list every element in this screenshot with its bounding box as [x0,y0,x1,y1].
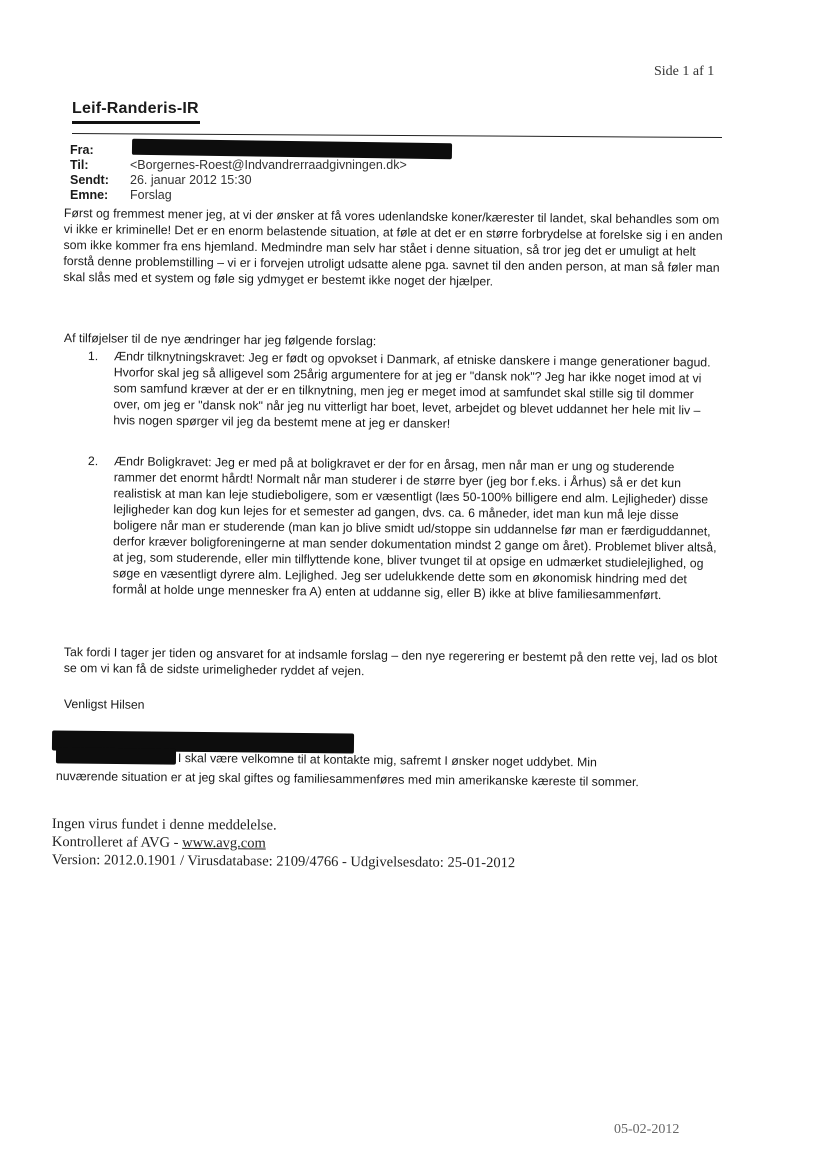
subject-value: Forslag [130,188,172,202]
avg-check-prefix: Kontrolleret af AVG - [51,834,183,851]
version-line: Version: 2012.0.1901 / Virusdatabase: 2109/4766 - Udgivelsesdato: 25-01-2012 [51,852,516,872]
redacted-sender [132,139,452,159]
thanks-paragraph: Tak fordi I tager jer tiden og ansvaret for at indsamle forslag – den nye regerering er bestemt på den rette vej, lad os blot se om vi kan få de sidste urimeligheder ryddet af vejen. [63,644,718,679]
sent-label: Sendt: [70,173,109,187]
from-label: Fra: [70,143,94,157]
avg-check-line [52,833,266,852]
proposal-number: 2. [87,453,99,469]
subject-row [70,188,172,202]
intro-paragraph: Først og fremmest mener jeg, at vi der ønsker at få vores udenlandske koner/kærester til landet, skal behandles som om vi ikke er kriminelle! Det er en enorm belastende situation, at føle at det er en større forbrydelse at forelske sig i en anden som ikke kommer fra ens hjemland. Medmindre man selv har stået i denne situation, så tror jeg det er umuligt at helt forstå denne problemstilling – vi er i forvejen utroligt udsatte alene pga. savnet til den anden person, at man så føler man skal slås med et system og føle sig ydmyget er bestemt ikke noget der hjælper. [63,205,723,289]
redacted-signature-detail [56,747,176,764]
subject-label: Emne: [70,188,109,202]
page-number-label: Side 1 af 1 [654,64,715,79]
proposal-text: Ændr Boligkravet: Jeg er med på at boligkravet er der for en årsag, men når man er ung og studerende rammer det enormt hårdt! Normalt når man studerer i de større byer (jeg bor f.eks. i Århus) så er det kun realistisk at man kan leje studieboligere, som er væsentligt (læs 50-100% billigere end alm. Lejligheder) disse lejligheder kan dog kun lejes for et semester ad gangen, dvs. ca. 6 måneder, idet man kun må leje disse boligere når man er studerende (man kan jo blive smidt ud/stoppe sin uddannelse før man er færdiguddannet, derfor kræver boligforeningerne at man sender dokumentation mindst 2 gange om året). Problemet bliver altså, at jeg, som studerende, eller min tilflyttende kone, bliver tvunget til at opsige en udmærket studielejlighed, og søge en væsentligt dyrere alm. Lejlighed. Jeg ser udelukkende dette som en økonomisk hindring med det formål at holde unge mennesker fra A) enten at uddanne sig, eller B) ikke at blive familiesammenført. [112,454,717,603]
proposal-item-2 [87,453,724,603]
proposal-number: 1. [87,348,99,364]
signature-line-1: I skal være velkomne til at kontakte mig, safremt I ønsker noget uddybet. Min [177,750,597,770]
title-underline [72,121,200,124]
avg-link[interactable]: www.avg.com [182,834,266,852]
closing-greeting: Venligst Hilsen [63,696,145,712]
date-stamp: 05-02-2012 [614,1122,680,1137]
virus-scan-line: Ingen virus fundet i denne meddelelse. [51,816,277,834]
organization-name: Leif-Randeris-IR [72,100,199,117]
signature-line-2: nuværende situation er at jeg skal giftes og familiesammenføres med min amerikanske kæreste til sommer. [55,768,639,790]
header-divider [72,133,722,138]
to-value: <Borgernes-Roest@Indvandrerraadgivningen.dk> [130,158,407,172]
sent-row [70,173,252,187]
from-row [70,143,130,157]
to-row [70,158,407,172]
to-label: Til: [70,158,89,172]
proposals-intro: Af tilføjelser til de nye ændringer har jeg følgende forslag: [63,330,377,349]
proposal-text: Ændr tilknytningskravet: Jeg er født og opvokset i Danmark, af etniske danskere i mange generationer bagud. Hvorfor skal jeg så alligevel som 25årig argumentere for at jeg er "dansk nok"? Jeg har ikke noget imod at vi som samfund kræver at der er en tilknytning, men jeg er meget imod at samfundet skal stille sig til dommer over, om jeg er "dansk nok" når jeg nu vitterligt har boet, levet, arbejdet og blevet uddannet her hele mit liv – hvis nogen spørger vil jeg da bestemt mene at jeg er dansker! [113,349,711,431]
sent-value: 26. januar 2012 15:30 [130,173,252,187]
